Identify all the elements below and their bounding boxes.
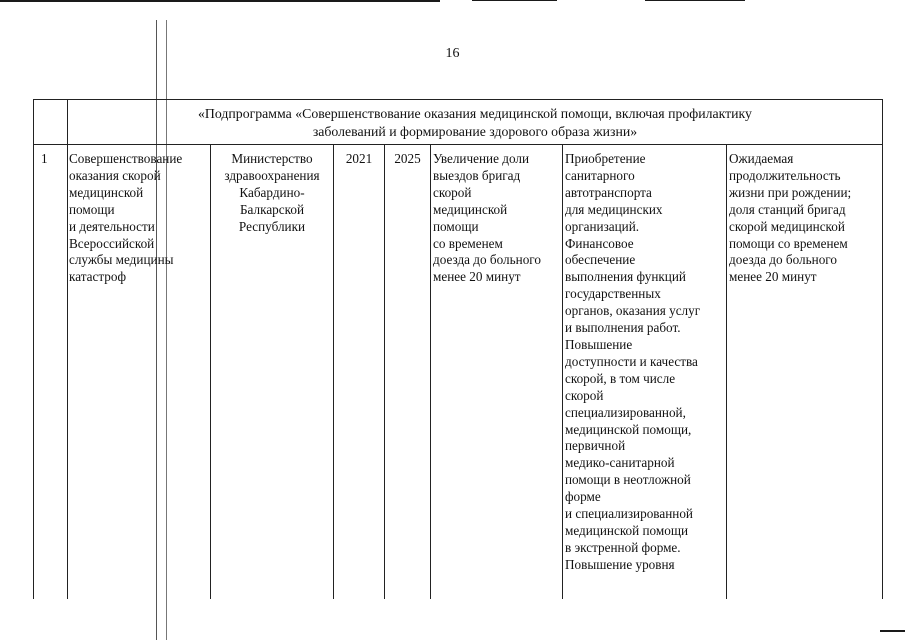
page-number: 16 xyxy=(445,46,460,61)
end-year: 2025 xyxy=(394,151,421,166)
responsible-executor: Министерство здравоохранения Кабардино- Балкарской Республики xyxy=(224,151,320,234)
table-header-separator xyxy=(33,144,883,145)
main-directions: Приобретение санитарного автотранспорта для медицинских организаций. Финансовое обеспечение выполнения функций государственных органов, оказания услуг и выполнения работ. Повышение доступности и качества скорой, в том числе скорой специализированной, медицинской помощи, первичной медико-санитарной помощи в неотложной форме и специализированной медицинской помощи в экстренной форме. Повышение уровня xyxy=(565,151,701,572)
scan-artifact-top-mid xyxy=(472,0,557,1)
scan-artifact-bottom-right xyxy=(880,630,905,632)
expected-result: Увеличение доли выездов бригад скорой медицинской помощи со временем доезда до больного менее 20 минут xyxy=(433,151,541,285)
column-divider-2 xyxy=(210,144,211,599)
scan-artifact-top-right xyxy=(645,0,745,1)
measure-name: Совершенствование оказания скорой медицинской помощи и деятельности Всероссийской службы медицины катастроф xyxy=(69,151,183,285)
row-number: 1 xyxy=(41,151,48,166)
subprogram-title: «Подпрограмма «Совершенствование оказания медицинской помощи, включая профилактику заболеваний и формирование здорового образа жизни» xyxy=(198,106,752,139)
table-border-top xyxy=(33,99,883,100)
column-divider-5 xyxy=(430,144,431,599)
column-divider-7 xyxy=(726,144,727,599)
program-measures-table xyxy=(33,99,883,599)
start-year: 2021 xyxy=(345,151,373,166)
column-divider-4 xyxy=(384,144,385,599)
column-divider-1 xyxy=(67,99,68,599)
column-divider-6 xyxy=(562,144,563,599)
target-indicators: Ожидаемая продолжительность жизни при рождении; доля станций бригад скорой медицинской помощи со временем доезда до больного менее 20 минут xyxy=(729,151,852,285)
table-border-left xyxy=(33,99,34,599)
table-border-right xyxy=(882,99,883,599)
column-divider-3 xyxy=(333,144,334,599)
scan-artifact-top-left xyxy=(0,0,440,2)
